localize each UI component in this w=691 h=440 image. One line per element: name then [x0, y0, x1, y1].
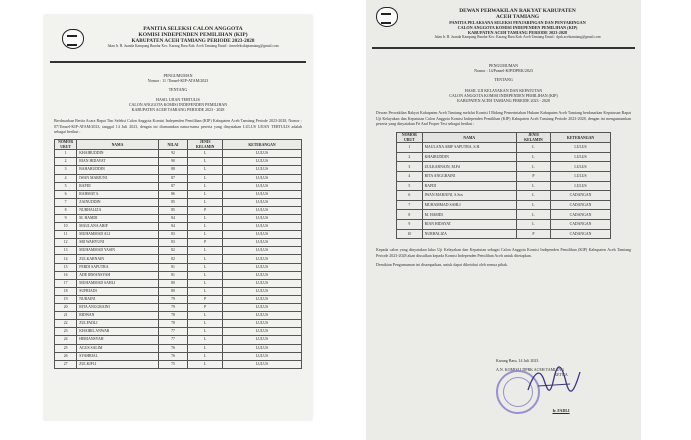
- table-cell: 13: [55, 247, 77, 255]
- government-logo-icon: [376, 7, 398, 27]
- table-cell: 2: [397, 152, 423, 162]
- table-cell: 75: [158, 360, 188, 368]
- letterhead-address: Jalan Ir. H. Juanda Kampung Bundar Kec. Karang Baru Kab. Aceh Tamiang Email : dprk.acehtamiang@gmail.com: [434, 35, 601, 39]
- table-cell: 1: [55, 150, 77, 158]
- column-header: NAMA: [422, 133, 516, 143]
- table-cell: ZULKARNAIN, M.Pd: [422, 162, 516, 172]
- table-cell: LULUS: [222, 215, 301, 223]
- table-row: [55, 320, 302, 328]
- table-cell: 84: [158, 223, 188, 231]
- doc-subject-1: HASIL UJI KELAYAKAN DAN KEPATUTAN: [464, 87, 543, 93]
- table-cell: LULUS: [551, 181, 611, 191]
- signature-icon: [524, 362, 584, 398]
- table-row: [55, 328, 302, 336]
- table-cell: KHAIRUDDIN: [422, 152, 516, 162]
- table-cell: 15: [55, 263, 77, 271]
- table-cell: NURHALIZA: [77, 206, 159, 214]
- table-cell: LULUS: [222, 190, 301, 198]
- table-row: [55, 198, 302, 206]
- table-cell: 7: [55, 198, 77, 206]
- table-cell: RITA ANGGRAINI: [422, 172, 516, 182]
- table-row: [397, 172, 611, 182]
- table-cell: 10: [397, 229, 423, 239]
- table-cell: HERIANSYAH: [77, 336, 159, 344]
- table-row: [55, 352, 302, 360]
- table-cell: 77: [158, 336, 188, 344]
- table-cell: P: [188, 304, 223, 312]
- table-cell: CADANGAN: [551, 210, 611, 220]
- table-cell: ZAINUDDIN: [77, 198, 159, 206]
- table-cell: LULUS: [222, 328, 301, 336]
- table-row: [55, 206, 302, 214]
- table-cell: 81: [158, 263, 188, 271]
- doc-subject-2: CALON ANGGOTA KOMISI INDEPENDEN PEMILIHAN (KIP): [449, 92, 558, 98]
- table-row: [55, 263, 302, 271]
- table-cell: L: [188, 198, 223, 206]
- table-cell: L: [188, 182, 223, 190]
- table-cell: L: [188, 352, 223, 360]
- table-cell: LULUS: [222, 247, 301, 255]
- table-row: [397, 200, 611, 210]
- table-row: [55, 312, 302, 320]
- table-cell: 84: [158, 215, 188, 223]
- table-cell: LULUS: [222, 360, 301, 368]
- letterhead-address: Jalan Ir. H. Juanda Kampung Bundar Kec. Karang Baru Kab. Aceh Tamiang Email : timseleksikiptamiang@gmail.com: [107, 44, 279, 48]
- table-cell: 80: [158, 287, 188, 295]
- table-cell: P: [188, 206, 223, 214]
- table-row: [397, 229, 611, 239]
- table-cell: RIAN HIDAYAT: [422, 220, 516, 230]
- table-cell: LULUS: [222, 263, 301, 271]
- table-cell: RIAN HIDAYAT: [77, 158, 159, 166]
- table-cell: L: [516, 143, 550, 153]
- table-cell: ZULKARNAIN: [77, 255, 159, 263]
- table-row: [55, 223, 302, 231]
- table-cell: LULUS: [222, 287, 301, 295]
- table-cell: RAHMAT S.: [77, 190, 159, 198]
- table-cell: MUHAMMAD YASIN: [77, 247, 159, 255]
- table-cell: MUHAMMAD SAHLI: [77, 279, 159, 287]
- table-cell: M. HAMDI: [77, 215, 159, 223]
- table-cell: 85: [158, 198, 188, 206]
- table-cell: MAULANA ARIF: [77, 223, 159, 231]
- announcement-page-left: [44, 15, 312, 420]
- results-table: [54, 139, 302, 368]
- table-cell: 4: [55, 174, 77, 182]
- table-cell: 9: [55, 215, 77, 223]
- table-cell: 8: [55, 206, 77, 214]
- table-cell: LULUS: [222, 239, 301, 247]
- table-row: [55, 255, 302, 263]
- letterhead-line-2: KOMISI INDEPENDEN PEMILIHAN (KIP): [138, 32, 248, 38]
- letterhead: [372, 3, 635, 49]
- table-cell: IWAN MARJUNI: [77, 174, 159, 182]
- table-cell: LULUS: [222, 158, 301, 166]
- table-cell: 25: [55, 344, 77, 352]
- table-cell: LULUS: [222, 255, 301, 263]
- table-cell: ZULKIFLI: [77, 360, 159, 368]
- results-table-wrapper: [396, 132, 611, 239]
- table-cell: L: [188, 223, 223, 231]
- table-cell: 81: [158, 271, 188, 279]
- table-cell: 20: [55, 304, 77, 312]
- table-cell: LULUS: [222, 312, 301, 320]
- table-cell: L: [188, 344, 223, 352]
- table-cell: 11: [55, 231, 77, 239]
- table-cell: CADANGAN: [551, 200, 611, 210]
- table-row: [397, 220, 611, 230]
- table-cell: L: [516, 200, 550, 210]
- table-cell: LULUS: [222, 174, 301, 182]
- table-cell: 5: [397, 181, 423, 191]
- table-cell: ADE IRWANSYAH: [77, 271, 159, 279]
- signer-title: A.N. KOMISI I DPRK ACEH TAMIANG: [496, 367, 565, 373]
- table-row: [55, 158, 302, 166]
- table-cell: LULUS: [222, 279, 301, 287]
- table-cell: P: [188, 295, 223, 303]
- letterhead-line-1: PANITIA SELEKSI CALON ANGGOTA: [143, 26, 243, 32]
- table-cell: 76: [158, 352, 188, 360]
- table-row: [55, 304, 302, 312]
- table-cell: L: [188, 190, 223, 198]
- letterhead-line-3: PANITIA PELAKSANA SELEKSI PENJARINGAN DAN PENYARINGAN: [449, 20, 586, 25]
- table-cell: L: [188, 287, 223, 295]
- table-cell: LULUS: [222, 336, 301, 344]
- column-header: NILAI: [158, 140, 188, 150]
- table-cell: MUHAMMAD SAHLI: [422, 200, 516, 210]
- doc-number: Nomor : 14/Pansel-KIP/DPRK/2023: [474, 68, 533, 74]
- table-cell: LULUS: [222, 344, 301, 352]
- table-row: [55, 360, 302, 368]
- signer-name: Ir. FADLI: [552, 407, 570, 413]
- table-cell: NURAINI: [77, 295, 159, 303]
- table-cell: L: [188, 263, 223, 271]
- table-cell: 78: [158, 320, 188, 328]
- table-cell: SRI WAHYUNI: [77, 239, 159, 247]
- doc-title: PENGUMUMAN: [488, 63, 519, 68]
- table-cell: 23: [55, 328, 77, 336]
- table-row: [397, 152, 611, 162]
- table-cell: 27: [55, 360, 77, 368]
- table-cell: 7: [397, 200, 423, 210]
- table-cell: L: [188, 215, 223, 223]
- table-row: [397, 191, 611, 201]
- table-cell: 92: [158, 150, 188, 158]
- table-cell: AGUS SALIM: [77, 344, 159, 352]
- table-cell: 90: [158, 158, 188, 166]
- table-cell: L: [188, 166, 223, 174]
- table-cell: MAULANA ARIF SAPUTRA, S.H.: [422, 143, 516, 153]
- announcement-page-right: [366, 0, 641, 440]
- column-header: JENIS KELAMIN: [188, 140, 223, 150]
- table-cell: L: [188, 231, 223, 239]
- table-cell: 21: [55, 312, 77, 320]
- doc-about: TENTANG: [168, 87, 188, 93]
- table-cell: 24: [55, 336, 77, 344]
- letterhead: [50, 19, 306, 63]
- table-cell: 88: [158, 166, 188, 174]
- table-cell: 19: [55, 295, 77, 303]
- table-cell: 26: [55, 352, 77, 360]
- doc-paragraph: Berdasarkan Berita Acara Rapat Tim Seleksi Calon Anggota Komisi Independen Pemilihan (KIP) Kabupaten Aceh Tamiang Periode 2023-2028, Nomor : 07/Timsel-KIP-ATAM/2023, tanggal 14 Juli 2023, dengan ini diumumkan nama-nama peserta yang dinyatakan LULUS UJIAN TERTULIS adalah sebagai berikut :: [54, 118, 302, 135]
- table-row: [397, 210, 611, 220]
- column-header: KETERANGAN: [551, 133, 611, 143]
- letterhead-line-2: ACEH TAMIANG: [495, 14, 540, 20]
- table-cell: 79: [158, 295, 188, 303]
- table-cell: L: [188, 328, 223, 336]
- table-row: [55, 174, 302, 182]
- table-cell: 18: [55, 287, 77, 295]
- table-cell: 4: [397, 172, 423, 182]
- table-cell: IWAN MARJUNI, S.Sos: [422, 191, 516, 201]
- column-header: NAMA: [77, 140, 159, 150]
- table-cell: LULUS: [222, 295, 301, 303]
- table-cell: 22: [55, 320, 77, 328]
- table-cell: NURHALIZA: [422, 229, 516, 239]
- table-row: [55, 231, 302, 239]
- table-cell: 12: [55, 239, 77, 247]
- table-cell: BAHARUDDIN: [77, 166, 159, 174]
- column-header: NOMOR URUT: [397, 133, 423, 143]
- table-row: [397, 181, 611, 191]
- table-cell: LULUS: [222, 206, 301, 214]
- doc-subject-1: HASIL UJIAN TERTULIS: [156, 96, 200, 102]
- table-cell: 83: [158, 231, 188, 239]
- signer-role: KETUA: [554, 372, 568, 378]
- government-logo-icon: [62, 29, 84, 49]
- doc-subject-3: KABUPATEN ACEH TAMIANG PERIODE 2023 - 2028: [131, 107, 225, 113]
- table-cell: RAFDI: [77, 182, 159, 190]
- table-cell: FERDI SAPUTRA: [77, 263, 159, 271]
- table-row: [55, 344, 302, 352]
- table-row: [55, 271, 302, 279]
- table-cell: SYAHRIAL: [77, 352, 159, 360]
- table-cell: 82: [158, 247, 188, 255]
- table-row: [55, 336, 302, 344]
- doc-number: Nomor : 11 /Timsel-KIP-ATAM/2023: [147, 78, 209, 84]
- table-cell: 85: [158, 206, 188, 214]
- table-cell: L: [188, 312, 223, 320]
- table-cell: L: [516, 191, 550, 201]
- table-cell: 6: [397, 191, 423, 201]
- letterhead-line-4: CALON ANGGOTA KOMISI INDEPENDEN PEMILIHAN (KIP): [457, 25, 578, 30]
- table-cell: CADANGAN: [551, 229, 611, 239]
- table-cell: 14: [55, 255, 77, 263]
- table-cell: LULUS: [222, 223, 301, 231]
- table-row: [55, 295, 302, 303]
- table-cell: 76: [158, 344, 188, 352]
- table-cell: 6: [55, 190, 77, 198]
- table-cell: 79: [158, 304, 188, 312]
- table-cell: RIDWAN: [77, 312, 159, 320]
- table-cell: M. HAMDI: [422, 210, 516, 220]
- table-cell: P: [516, 172, 550, 182]
- table-cell: L: [188, 247, 223, 255]
- table-cell: L: [516, 210, 550, 220]
- table-cell: CADANGAN: [551, 220, 611, 230]
- results-table-wrapper: [54, 139, 302, 368]
- table-cell: L: [188, 360, 223, 368]
- table-cell: L: [516, 220, 550, 230]
- table-cell: RITA ANGGRAINI: [77, 304, 159, 312]
- table-cell: LULUS: [222, 166, 301, 174]
- letterhead-line-3: KABUPATEN ACEH TAMIANG PERIODE 2023-2028: [131, 38, 255, 44]
- table-cell: LULUS: [222, 198, 301, 206]
- table-row: [55, 190, 302, 198]
- table-header-row: [397, 133, 611, 143]
- table-cell: LULUS: [222, 182, 301, 190]
- table-cell: LULUS: [222, 320, 301, 328]
- table-cell: 3: [397, 162, 423, 172]
- table-cell: ZULFADLI: [77, 320, 159, 328]
- table-row: [55, 287, 302, 295]
- doc-subject-2: CALON ANGGOTA KOMISI INDEPENDEN PEMILIHAN: [128, 101, 228, 107]
- table-cell: 77: [158, 328, 188, 336]
- table-cell: LULUS: [222, 150, 301, 158]
- table-row: [397, 162, 611, 172]
- table-cell: 9: [397, 220, 423, 230]
- table-row: [55, 247, 302, 255]
- table-cell: L: [188, 158, 223, 166]
- table-cell: P: [516, 229, 550, 239]
- results-table: [396, 132, 611, 239]
- table-row: [55, 279, 302, 287]
- table-cell: P: [188, 239, 223, 247]
- table-row: [55, 239, 302, 247]
- table-cell: 87: [158, 174, 188, 182]
- table-cell: L: [188, 336, 223, 344]
- place-date: Karang Baru, 14 Juli 2023: [496, 358, 539, 363]
- table-row: [55, 215, 302, 223]
- letterhead-line-1: DEWAN PERWAKILAN RAKYAT KABUPATEN: [459, 8, 576, 14]
- table-row: [397, 143, 611, 153]
- table-row: [55, 182, 302, 190]
- table-cell: LULUS: [222, 231, 301, 239]
- table-cell: KHAIRUDDIN: [77, 150, 159, 158]
- doc-note: Kepada calon yang dinyatakan lulus Uji Kelayakan dan Kepatutan sebagai Calon Anggota Komisi Independen Pemilihan (KIP) Kabupaten Aceh Tamiang Periode 2023-2028 akan diusulkan kepada Komisi Independen Pemilihan Aceh untuk ditetapkan.: [376, 247, 631, 258]
- letterhead-line-5: KABUPATEN ACEH TAMIANG PERIODE 2023-2028: [467, 30, 568, 35]
- table-cell: 83: [158, 239, 188, 247]
- doc-title: PENGUMUMAN: [163, 73, 193, 78]
- column-header: NOMOR URUT: [55, 140, 77, 150]
- table-cell: LULUS: [551, 143, 611, 153]
- table-cell: MUHAMMAD ALI: [77, 231, 159, 239]
- table-cell: KHAIRIL ANWAR: [77, 328, 159, 336]
- table-cell: L: [188, 279, 223, 287]
- table-cell: 78: [158, 312, 188, 320]
- table-cell: LULUS: [222, 271, 301, 279]
- table-cell: L: [516, 162, 550, 172]
- column-header: KETERANGAN: [222, 140, 301, 150]
- table-cell: 8: [397, 210, 423, 220]
- table-cell: 10: [55, 223, 77, 231]
- table-cell: L: [516, 181, 550, 191]
- table-cell: 82: [158, 255, 188, 263]
- table-header-row: [55, 140, 302, 150]
- table-row: [55, 166, 302, 174]
- table-cell: L: [188, 255, 223, 263]
- table-cell: 1: [397, 143, 423, 153]
- table-cell: L: [188, 174, 223, 182]
- doc-about: TENTANG: [494, 77, 513, 83]
- table-cell: RAFDI: [422, 181, 516, 191]
- doc-paragraph: Dewan Perwakilan Rakyat Kabupaten Aceh Tamiang melalui Komisi I Bidang Pemerintahan Hukum Kabupaten Aceh Tamiang berdasarkan Keputusan Rapat Uji Kelayakan dan Kepatutan Calon Anggota Komisi Independen Pemilihan (KIP) Kabupaten Aceh Tamiang Periode 2023-2028, dengan ini mengumumkan peserta yang dinyatakan Fit And Proper Test sebagai berikut :: [376, 110, 631, 127]
- table-cell: L: [188, 271, 223, 279]
- table-cell: 17: [55, 279, 77, 287]
- column-header: JENIS KELAMIN: [516, 133, 550, 143]
- table-cell: 87: [158, 182, 188, 190]
- table-cell: LULUS: [551, 162, 611, 172]
- table-cell: L: [188, 150, 223, 158]
- table-cell: L: [516, 152, 550, 162]
- table-cell: LULUS: [551, 152, 611, 162]
- table-cell: 86: [158, 190, 188, 198]
- table-cell: LULUS: [551, 172, 611, 182]
- doc-closing: Demikian Pengumuman ini disampaikan, untuk dapat diketahui oleh semua pihak.: [376, 262, 508, 267]
- table-cell: CADANGAN: [551, 191, 611, 201]
- table-cell: 16: [55, 271, 77, 279]
- doc-subject-3: KABUPATEN ACEH TAMIANG PERIODE 2023 - 2028: [457, 98, 550, 104]
- table-cell: 3: [55, 166, 77, 174]
- table-cell: SUFRIADI: [77, 287, 159, 295]
- table-cell: 80: [158, 279, 188, 287]
- table-row: [55, 150, 302, 158]
- table-cell: LULUS: [222, 304, 301, 312]
- table-cell: LULUS: [222, 352, 301, 360]
- table-cell: 2: [55, 158, 77, 166]
- table-cell: 5: [55, 182, 77, 190]
- table-cell: L: [188, 320, 223, 328]
